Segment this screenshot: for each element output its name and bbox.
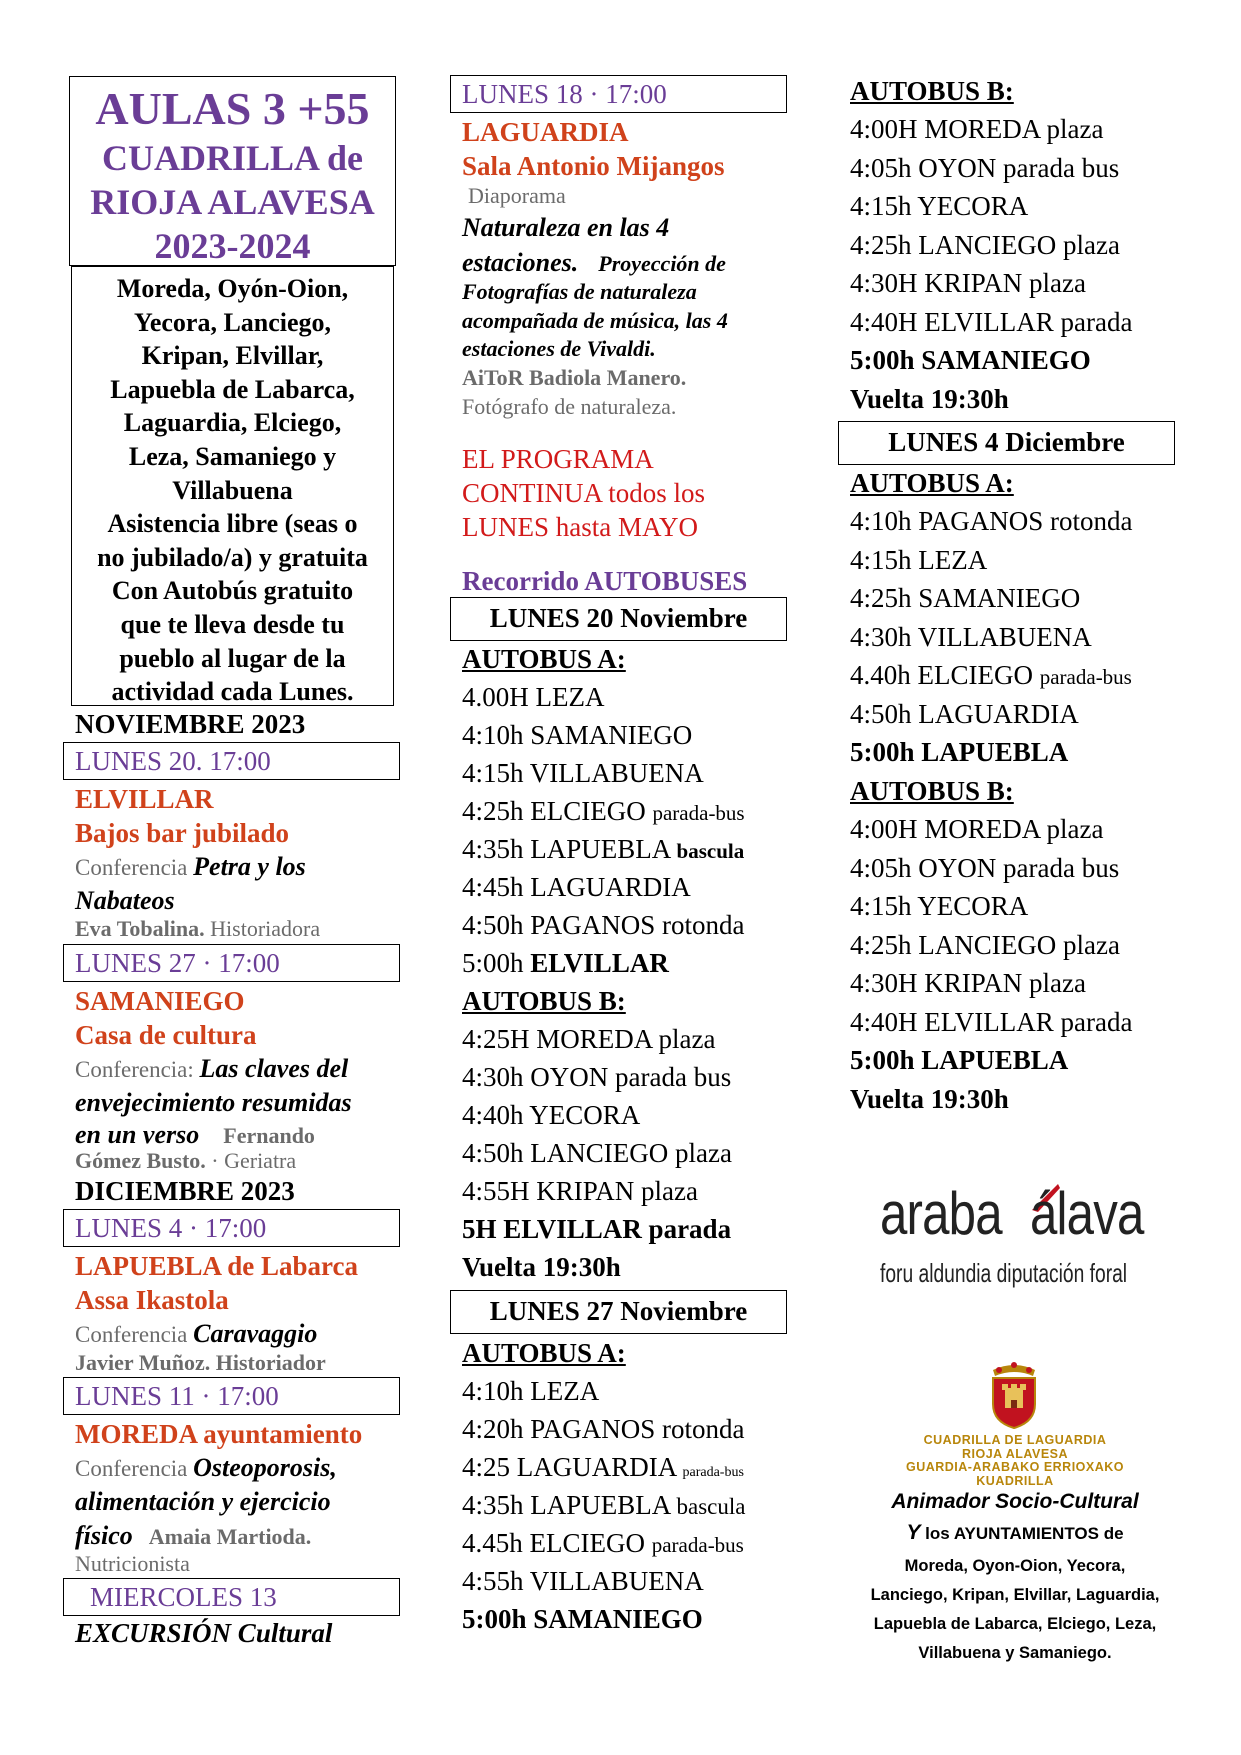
program-note <box>462 442 705 544</box>
event-description: Fotografías de naturaleza <box>462 279 697 304</box>
event-place: SAMANIEGO <box>75 986 245 1016</box>
bus-stop-name: 4.40h ELCIEGO <box>850 660 1040 690</box>
title-line-4: 2023-2024 <box>154 226 311 266</box>
bus-stop <box>462 1530 744 1557</box>
bus-stop: 4:10h PAGANOS rotonda <box>850 506 1133 536</box>
event-place: MOREDA ayuntamiento <box>75 1419 363 1449</box>
event-topic: Osteoporosis, <box>193 1453 337 1482</box>
bus-stop: 5:00h SAMANIEGO <box>850 345 1091 375</box>
month-heading-november: NOVIEMBRE 2023 <box>75 709 306 739</box>
event-topic: físico <box>75 1521 133 1550</box>
bus-a-heading: AUTOBUS A: <box>462 1338 626 1368</box>
event-speaker: Javier Muñoz. Historiador <box>75 1350 326 1375</box>
title-line-3: RIOJA ALAVESA <box>90 182 375 222</box>
bus-stop: 4:10h LEZA <box>462 1376 600 1406</box>
month-heading-december: DICIEMBRE 2023 <box>75 1176 295 1206</box>
event-place: LAGUARDIA <box>462 117 629 147</box>
bus-stop: 4:50h PAGANOS rotonda <box>462 910 745 940</box>
bus-stop <box>462 1492 745 1519</box>
bus-stop: 4:40H ELVILLAR parada <box>850 1007 1133 1037</box>
bus-stop <box>462 798 745 825</box>
bus-a-heading: AUTOBUS A: <box>850 468 1014 498</box>
cuadrilla-logo-line: GUARDIA-ARABAKO ERRIOXAKO <box>905 1460 1125 1474</box>
event-topic: Caravaggio <box>193 1319 318 1348</box>
bus-stop: 4:00H MOREDA plaza <box>850 814 1104 844</box>
intro-line: Asistencia libre (seas o <box>107 509 358 539</box>
intro-line: actividad cada Lunes. <box>111 677 354 707</box>
cuadrilla-logo-line: CUADRILLA DE LAGUARDIA <box>923 1433 1107 1447</box>
bus-stop-detail: parada-bus <box>682 1465 744 1480</box>
bus-stop-detail: parada-bus <box>652 801 745 825</box>
event-date: LUNES 18 · 17:00 <box>462 79 667 109</box>
event-place: LAPUEBLA de Labarca <box>75 1251 359 1281</box>
event-date: LUNES 20. 17:00 <box>75 746 271 776</box>
event-speaker: AiToR Badiola Manero. <box>462 365 687 390</box>
event-topic-line <box>75 1523 311 1549</box>
cuadrilla-logo-text <box>860 1434 1170 1488</box>
bus-stop-name: 4:35h LAPUEBLA <box>462 834 677 864</box>
bus-stop: 4:15h VILLABUENA <box>462 758 704 788</box>
event-description: Proyección de <box>598 251 726 276</box>
bus-stop: 5H ELVILLAR parada <box>462 1214 732 1244</box>
bus-stop-name: 4.45h ELCIEGO <box>462 1528 652 1558</box>
event-description: acompañada de música, las 4 <box>462 308 728 333</box>
bus-stop: 4:40h YECORA <box>462 1100 641 1130</box>
event-title: estaciones. <box>462 248 579 277</box>
event-topic: Nabateos <box>75 886 175 915</box>
intro-line: no jubilado/a) y gratuita <box>97 542 368 572</box>
event-title: Naturaleza en las 4 <box>462 213 670 242</box>
bus-stop: 4:25h LANCIEGO plaza <box>850 230 1120 260</box>
bus-stop: 4:05h OYON parada bus <box>850 153 1120 183</box>
program-line: LUNES hasta MAYO <box>462 512 698 542</box>
credit-ayuntamientos: los AYUNTAMIENTOS de <box>920 1524 1124 1543</box>
event-date: LUNES 4 · 17:00 <box>75 1213 267 1243</box>
route-date: LUNES 4 Diciembre <box>888 427 1125 457</box>
event-date: MIERCOLES 13 <box>90 1582 277 1612</box>
event-speaker-line <box>75 1150 296 1172</box>
intro-line: que te lleva desde tu <box>120 609 345 639</box>
event-venue: Sala Antonio Mijangos <box>462 151 725 181</box>
bus-stop: 4:25h LANCIEGO plaza <box>850 930 1120 960</box>
event-date: LUNES 27 · 17:00 <box>75 948 280 978</box>
event-type: Conferencia <box>75 1322 194 1347</box>
bus-a-heading: AUTOBUS A: <box>462 644 626 674</box>
event-venue: Bajos bar jubilado <box>75 818 290 848</box>
bus-stop: 4:50h LANCIEGO plaza <box>462 1138 732 1168</box>
logo-alava-text: álava <box>1030 1180 1144 1247</box>
bus-stop: 4:55H KRIPAN plaza <box>462 1176 698 1206</box>
event-place: ELVILLAR <box>75 784 214 814</box>
bus-stop <box>462 836 744 863</box>
event-topic: envejecimiento resumidas <box>75 1088 352 1117</box>
logo-araba-text: araba <box>880 1180 1002 1247</box>
cuadrilla-crest-icon <box>985 1360 1043 1430</box>
intro-line: Leza, Samaniego y <box>128 441 337 471</box>
intro-line: Con Autobús gratuito <box>111 576 354 606</box>
event-description: estaciones de Vivaldi. <box>462 336 656 361</box>
event-speaker-role: Fotógrafo de naturaleza. <box>462 394 677 419</box>
bus-stop: 4:55h VILLABUENA <box>462 1566 704 1596</box>
event-topic: alimentación y ejercicio <box>75 1487 331 1516</box>
intro-line: Lapuebla de Labarca, <box>110 374 355 404</box>
towns-line: Lapuebla de Labarca, Elciego, Leza, <box>873 1615 1157 1633</box>
event-topic-line <box>75 1122 315 1148</box>
event-topic-line <box>75 854 306 880</box>
bus-stop-detail: bascula <box>676 1494 746 1519</box>
cuadrilla-logo-line: KUADRILLA <box>976 1473 1054 1488</box>
intro-line: pueblo al lugar de la <box>119 643 346 673</box>
towns-line: Lanciego, Kripan, Elvillar, Laguardia, <box>870 1586 1160 1604</box>
bus-stop: 4:45h LAGUARDIA <box>462 872 691 902</box>
title-line-2: CUADRILLA de <box>101 138 364 178</box>
event-title: EXCURSIÓN Cultural <box>75 1618 333 1648</box>
intro-line: Laguardia, Elciego, <box>123 408 342 438</box>
intro-line: Moreda, Oyón-Oion, <box>116 274 349 303</box>
bus-b-heading: AUTOBUS B: <box>462 986 626 1016</box>
return-time: Vuelta 19:30h <box>462 1252 621 1282</box>
bus-stop: 4:15h YECORA <box>850 191 1029 221</box>
bus-stop-detail: parada-bus <box>1039 665 1132 689</box>
bus-stop: 4:10h SAMANIEGO <box>462 720 693 750</box>
event-topic-line <box>75 1455 337 1481</box>
bus-stop <box>850 662 1132 689</box>
bus-stop: 4:30h OYON parada bus <box>462 1062 732 1092</box>
bus-stop-name: 4:35h LAPUEBLA <box>462 1490 677 1520</box>
bus-stop-destination: ELVILLAR <box>530 948 669 978</box>
route-date: LUNES 27 Noviembre <box>489 1296 748 1326</box>
event-speaker-line <box>75 918 320 940</box>
bus-stop-time: 5:00h <box>462 948 531 978</box>
credit-y: Y <box>906 1521 921 1544</box>
cuadrilla-logo-line: RIOJA ALAVESA <box>961 1446 1069 1461</box>
event-speaker: Fernando <box>223 1123 315 1148</box>
return-time: Vuelta 19:30h <box>850 384 1009 414</box>
route-date: LUNES 20 Noviembre <box>489 603 748 633</box>
araba-alava-logo <box>880 1180 1180 1300</box>
event-type: Conferencia: <box>75 1057 200 1082</box>
bus-stop: 5:00h LAPUEBLA <box>850 737 1069 767</box>
bus-stop-detail: bascula <box>676 839 745 863</box>
animador-credit: Animador Socio-Cultural <box>891 1490 1139 1513</box>
event-speaker: Eva Tobalina. <box>75 916 205 941</box>
bus-stop: 4:15h YECORA <box>850 891 1029 921</box>
bus-stop-detail: parada-bus <box>651 1533 744 1557</box>
title-line-1: AULAS 3 +55 <box>95 83 370 134</box>
event-topic-line <box>75 1056 348 1082</box>
event-type: Conferencia <box>75 855 194 880</box>
event-type: Diaporama <box>468 183 566 208</box>
event-type: Conferencia <box>75 1456 194 1481</box>
bus-stop: 4:30H KRIPAN plaza <box>850 968 1086 998</box>
bus-stop: 4:25h SAMANIEGO <box>850 583 1081 613</box>
towns-credit <box>845 1552 1185 1668</box>
towns-line: Villabuena y Samaniego. <box>918 1644 1112 1662</box>
bus-stop: 4:15h LEZA <box>850 545 988 575</box>
event-speaker-role: · Geriatra <box>205 1148 297 1173</box>
bus-b-heading: AUTOBUS B: <box>850 776 1014 806</box>
towns-line: Moreda, Oyon-Oion, Yecora, <box>904 1557 1126 1575</box>
ayuntamientos-credit <box>860 1522 1170 1543</box>
event-topic: Las claves del <box>199 1054 349 1083</box>
event-speaker: Amaia Martioda. <box>148 1524 312 1549</box>
intro-line: Kripan, Elvillar, <box>141 341 324 371</box>
bus-stop: 5:00h SAMANIEGO <box>462 1604 703 1634</box>
event-topic: Petra y los <box>193 852 306 881</box>
intro-text <box>71 272 394 709</box>
intro-line: Yecora, Lanciego, <box>133 307 332 337</box>
program-line: EL PROGRAMA <box>462 444 654 474</box>
event-venue: Casa de cultura <box>75 1020 257 1050</box>
event-topic: en un verso <box>75 1120 200 1149</box>
bus-stop <box>462 1454 744 1481</box>
event-speaker-role: Nutricionista <box>75 1551 190 1576</box>
bus-stop: 4:30H KRIPAN plaza <box>850 268 1086 298</box>
program-line: CONTINUA todos los <box>462 478 706 508</box>
bus-stop: 4:05h OYON parada bus <box>850 853 1120 883</box>
event-speaker-role: Historiadora <box>204 916 321 941</box>
bus-stop: 4:25H MOREDA plaza <box>462 1024 716 1054</box>
route-heading: Recorrido AUTOBUSES <box>462 566 748 596</box>
bus-stop: 5:00h LAPUEBLA <box>850 1045 1069 1075</box>
bus-stop-name: 4:25h ELCIEGO <box>462 796 653 826</box>
bus-stop: 4:00H MOREDA plaza <box>850 114 1104 144</box>
return-time: Vuelta 19:30h <box>850 1084 1009 1114</box>
event-speaker: Gómez Busto. <box>75 1148 206 1173</box>
intro-line: Villabuena <box>172 475 293 505</box>
event-title-line <box>462 250 726 276</box>
bus-stop: 4.00H LEZA <box>462 682 605 712</box>
bus-stop <box>462 950 669 977</box>
event-date: LUNES 11 · 17:00 <box>75 1381 279 1411</box>
bus-stop: 4:50h LAGUARDIA <box>850 699 1079 729</box>
event-venue: Assa Ikastola <box>75 1285 229 1315</box>
bus-b-heading: AUTOBUS B: <box>850 76 1014 106</box>
logo-foru-text: foru aldundia diputación foral <box>880 1258 1128 1288</box>
bus-stop-name: 4:25 LAGUARDIA <box>462 1452 683 1482</box>
bus-stop: 4:30h VILLABUENA <box>850 622 1092 652</box>
event-topic-line <box>75 1321 317 1347</box>
bus-stop: 4:40H ELVILLAR parada <box>850 307 1133 337</box>
bus-stop: 4:20h PAGANOS rotonda <box>462 1414 745 1444</box>
